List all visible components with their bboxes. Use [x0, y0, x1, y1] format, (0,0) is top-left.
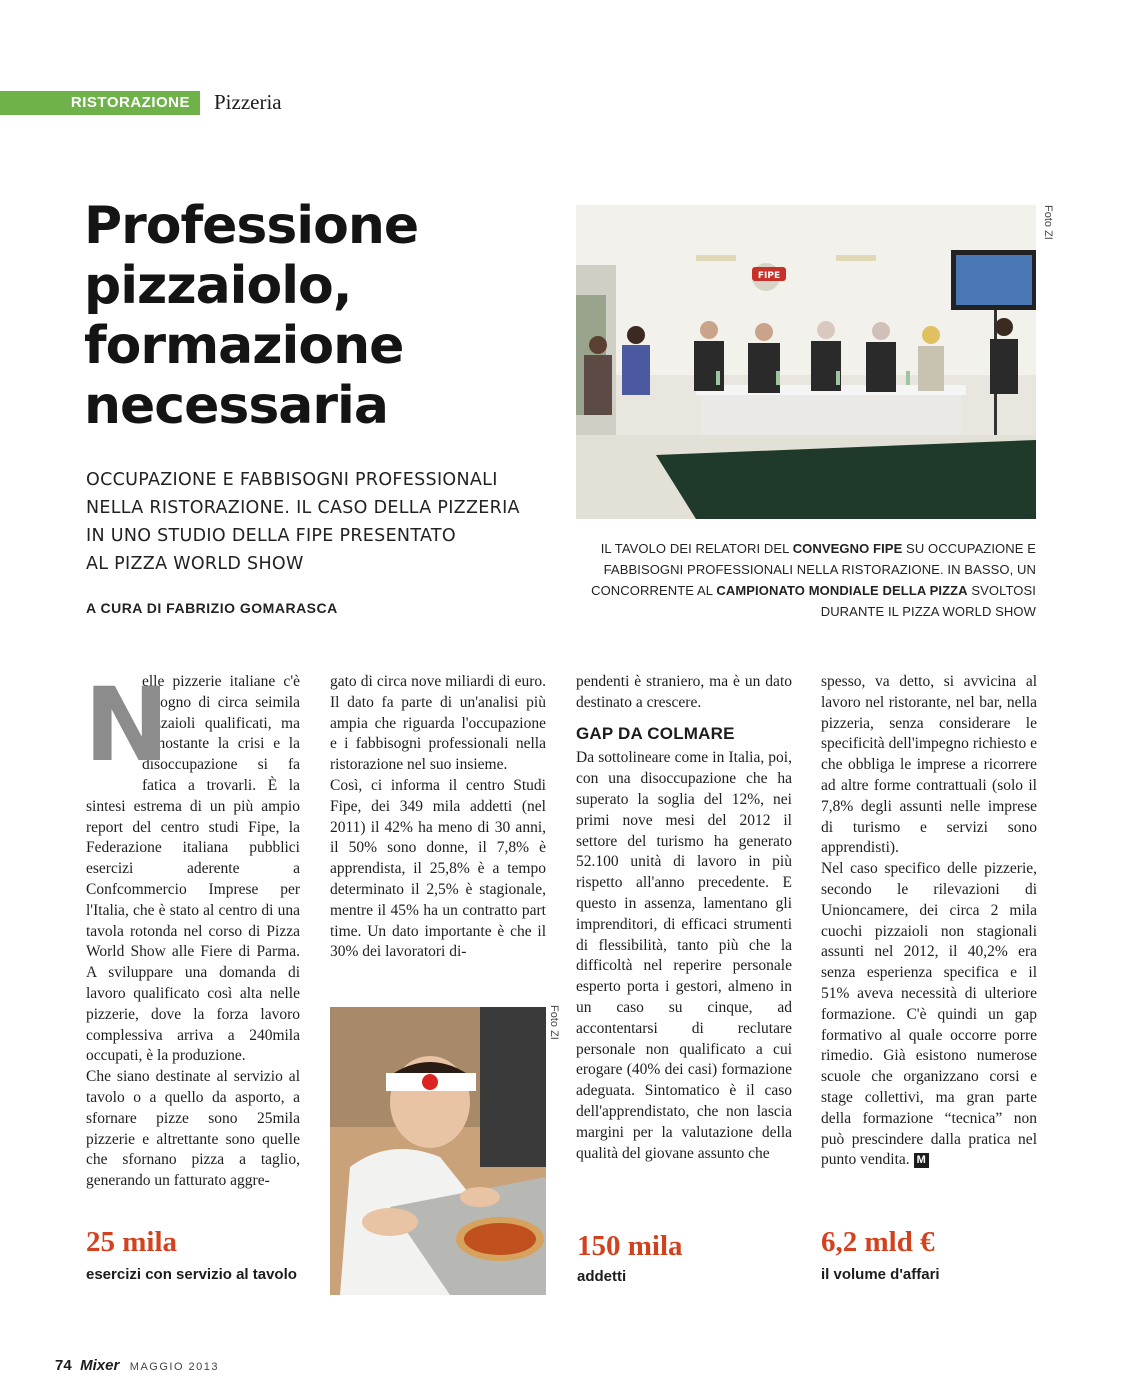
body-column-4 — [821, 672, 1037, 1171]
end-mark-icon: M — [914, 1153, 929, 1168]
photo-credit: Foto ZI — [1042, 205, 1054, 240]
issue-date: MAGGIO 2013 — [129, 1361, 220, 1373]
deck-line: NELLA RISTORAZIONE. IL CASO DELLA PIZZERIA — [86, 498, 520, 518]
body-paragraph: pendenti è straniero, ma è un dato destinato a crescere. — [576, 673, 792, 711]
body-column-1 — [84, 666, 300, 1192]
caption-bold: CONVEGNO FIPE — [792, 541, 903, 556]
body-paragraph: Da sottolineare come in Italia, poi, con una disoccupazione che ha superato la soglia del 12%, nei primi nove mesi del 2012 il settore del turismo ha generato 52.100 unità di lavoro in più rispetto all'anno precedente. E questo in assenza, lamentano gli imprenditori, di efficaci strumenti di flessibilità, tanto più che la difficoltà nel reperire personale esperto porta i gestori, almeno in un caso su cinque, ad accontentarsi di reclutare personale non qualificato a cui erogare (40% dei casi) formazione adeguata. Sintomatico è il caso dell'apprendistato, che non lascia margini per la valutazione della qualità del giovane assunto che — [576, 749, 792, 1162]
page-footer — [55, 1357, 219, 1375]
deck-line: IN UNO STUDIO DELLA FIPE PRESENTATO — [86, 526, 456, 546]
article-deck — [86, 466, 556, 578]
byline: A CURA DI FABRIZIO GOMARASCA — [86, 600, 338, 616]
headline-line: pizzaiolo, — [84, 256, 352, 316]
body-paragraph: spesso, va detto, si avvicina al lavoro nel ristorante, nel bar, nella pizzeria, senza considerare le specificità dell'impegno richiesto e che obbliga le imprese a ricorrere ad altre forme contrattuali (solo il 7,8% degli assunti nelle imprese di turismo e servizi sono apprendisti). — [821, 673, 1037, 857]
caption-bold: CAMPIONATO MONDIALE DELLA PIZZA — [716, 583, 968, 598]
body-paragraph: Così, ci informa il centro Studi Fipe, dei 349 mila addetti (nel 2011) il 42% ha meno di 30 anni, il 50% sono donne, il 7,8% è apprendista, il 25,8% è a tempo determinato il 2,5% è stagionale, mentre il 45% ha un contratto part time. Un dato importante è che il 30% dei lavoratori di- — [330, 776, 546, 961]
body-column-2 — [330, 672, 546, 963]
body-paragraph: Che siano destinate al servizio al tavolo o a quello da asporto, a sfornare pizze sono 25mila pizzerie e altrettante sono quelle che sfornano pizza a taglio, generando un fatturato aggre- — [86, 1068, 300, 1190]
deck-line: AL PIZZA WORLD SHOW — [86, 554, 304, 574]
conference-photo — [576, 205, 1036, 519]
section-subtitle: Pizzeria — [214, 90, 282, 114]
photo-credit: Foto ZI — [548, 1005, 560, 1040]
pizzaiolo-photo-illustration — [330, 1007, 546, 1295]
headline-line: necessaria — [84, 376, 388, 436]
drop-cap: N — [84, 666, 170, 785]
deck-line: OCCUPAZIONE E FABBISOGNI PROFESSIONALI — [86, 470, 498, 490]
stat-label: il volume d'affari — [821, 1266, 940, 1283]
pizzaiolo-photo — [330, 1007, 546, 1295]
stat-value: 25 mila — [86, 1226, 178, 1258]
conference-photo-illustration — [576, 205, 1036, 519]
magazine-name: Mixer — [80, 1357, 120, 1374]
article-headline — [84, 196, 554, 436]
stat-label: addetti — [577, 1268, 627, 1285]
photo-caption — [580, 538, 1036, 622]
section-bar — [0, 91, 200, 115]
page-number: 74 — [55, 1357, 72, 1374]
body-paragraph: gato di circa nove miliardi di euro. Il dato fa parte di un'analisi più ampia che riguarda l'occupazione e i fabbisogni professionali nella ristorazione nel suo insieme. — [330, 673, 546, 774]
caption-text: SVOLTOSI DURANTE IL PIZZA WORLD SHOW — [820, 583, 1036, 619]
body-paragraph: Nel caso specifico delle pizzerie, secondo le rilevazioni di Unioncamere, dei circa 2 mila cuochi pizzaioli non stagionali assunti nel 2012, il 40,2% era senza esperienza specifica e il 51% aveva necessità di ulteriore formazione. C'è quindi un gap formativo al quale occorre porre rimedio. Già esistono numerose scuole che organizzano corsi e stage collettivi, ma gran parte della formazione “tecnica” non può prescindere dalla pratica nel punto vendita. M — [821, 860, 1037, 1169]
section-label: RISTORAZIONE — [70, 94, 190, 111]
headline-line: Professione — [84, 196, 419, 256]
caption-text: IL TAVOLO DEI RELATORI DEL — [600, 541, 793, 556]
fipe-banner-text: FIPE — [757, 271, 781, 281]
headline-line: formazione — [84, 316, 404, 376]
body-column-3 — [576, 672, 792, 1164]
stat-value: 150 mila — [577, 1230, 683, 1262]
caption-text: SU OCCUPAZIONE E FABBISOGNI PROFESSIONALI NELLA RISTORAZIONE. IN BASSO, UN CONCORRENTE AL — [591, 541, 1036, 598]
body-paragraph: N elle pizzerie italiane c'è bisogno di circa seimila pizzaioli qualificati, ma nonostante la crisi e la disoccupazione si fa fatica a trovarli. È la sintesi estrema di un più ampio report del centro studi Fipe, la Federazione italiana pubblici esercizi aderente a Confcommercio Imprese per l'Italia, che è stato al centro di una tavola rotonda nel corso di Pizza World Show alle Fiere di Parma. A sviluppare una domanda di lavoro qualificato così alta nelle pizzerie, dove la forza lavoro complessiva arriva a 240mila occupati, è la produzione. — [84, 666, 300, 1065]
stat-value: 6,2 mld € — [821, 1226, 935, 1258]
section-subhead: GAP DA COLMARE — [576, 723, 735, 743]
stat-label: esercizi con servizio al tavolo — [86, 1266, 297, 1283]
